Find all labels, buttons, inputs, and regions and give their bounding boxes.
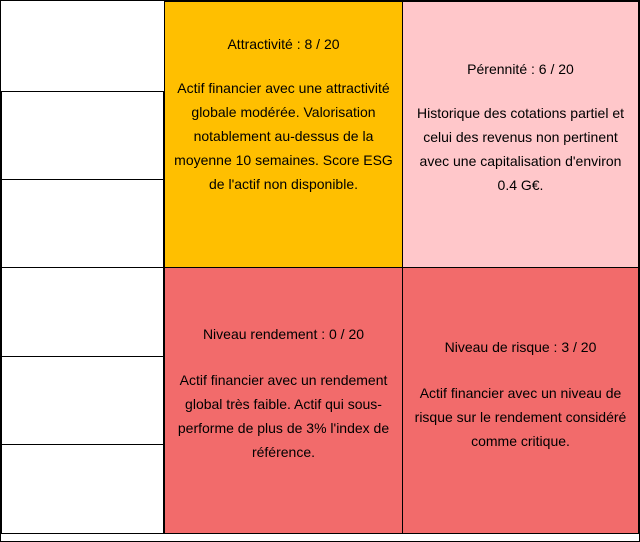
perennite-text: Historique des cotations partiel et celui des revenus non pertinent avec une capitalisation d'environ 0.4 G€. xyxy=(417,105,624,193)
perennite-heading: Pérennité : 6 / 20 xyxy=(467,61,574,77)
rendement-text: Actif financier avec un rendement global très faible. Actif qui sous-performe de plus de 3% l'index de référence. xyxy=(177,372,390,460)
left-empty-cell-2 xyxy=(1,179,164,268)
left-empty-cell-4 xyxy=(1,356,164,445)
left-empty-cell-3 xyxy=(1,267,164,357)
rendement-heading: Niveau rendement : 0 / 20 xyxy=(202,326,365,342)
rendement-panel xyxy=(164,267,403,534)
attractivite-heading: Attractivité : 8 / 20 xyxy=(227,36,340,52)
risque-heading: Niveau de risque : 3 / 20 xyxy=(444,339,597,355)
left-empty-cell-1 xyxy=(1,91,164,180)
attractivite-text: Actif financier avec une attractivité globale modérée. Valorisation notablement au-dessus de la moyenne 10 semaines. Score ESG de l'actif non disponible. xyxy=(174,80,393,192)
risque-panel xyxy=(402,267,639,534)
left-empty-cell-5 xyxy=(1,444,164,534)
attractivite-panel xyxy=(164,1,403,268)
risque-text: Actif financier avec un niveau de risque sur le rendement considéré comme critique. xyxy=(414,385,627,449)
perennite-panel xyxy=(402,1,639,268)
